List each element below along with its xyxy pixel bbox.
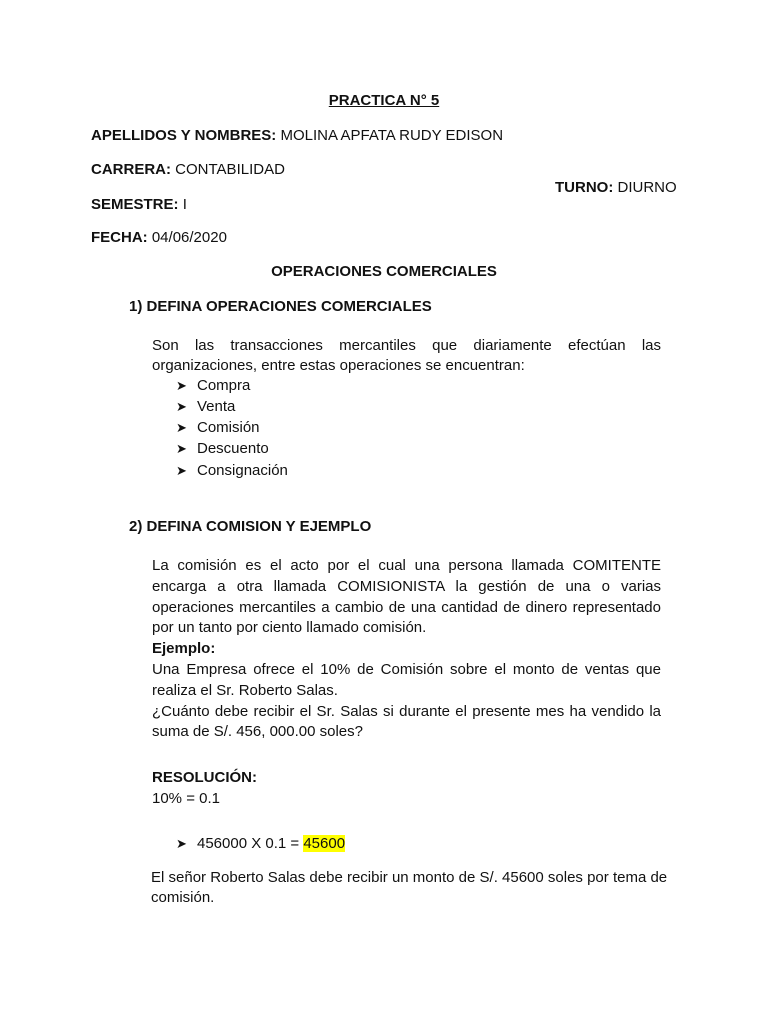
date-line xyxy=(91,228,227,248)
example-label: Ejemplo: xyxy=(152,640,216,658)
list-item: ➤ Descuento xyxy=(176,440,269,457)
semester-label: SEMESTRE: xyxy=(91,196,179,213)
resolution-label: RESOLUCIÓN: xyxy=(152,769,257,786)
career-value: CONTABILIDAD xyxy=(175,161,285,178)
semester-value: I xyxy=(182,196,187,213)
date-value: 04/06/2020 xyxy=(151,229,227,246)
shift-value: DIURNO xyxy=(617,179,677,196)
highlighted-result: 45600 xyxy=(303,835,346,852)
example-text-2: ¿Cuánto debe recibir el Sr. Salas si durante el presente mes ha vendido la suma de S/. 456, 000.00 soles? xyxy=(152,702,661,741)
calculation-line xyxy=(176,834,345,854)
resolution-rate: 10% = 0.1 xyxy=(152,790,220,807)
career-line xyxy=(91,160,285,180)
arrow-bullet-icon: ➤ xyxy=(176,463,187,478)
arrow-bullet-icon: ➤ xyxy=(176,399,187,414)
semester-line xyxy=(91,195,187,215)
list-item: ➤ Consignación xyxy=(176,462,288,479)
names-label: APELLIDOS Y NOMBRES: xyxy=(91,127,277,144)
arrow-bullet-icon: ➤ xyxy=(176,378,187,393)
shift-label: TURNO: xyxy=(555,179,614,196)
section-title: OPERACIONES COMERCIALES xyxy=(271,263,497,280)
question-1-heading: 1) DEFINA OPERACIONES COMERCIALES xyxy=(129,298,432,315)
list-item: ➤ Compra xyxy=(176,377,251,394)
question-2-heading: 2) DEFINA COMISION Y EJEMPLO xyxy=(129,518,372,535)
shift-line xyxy=(555,178,677,198)
calculation-text: 456000 X 0.1 = xyxy=(197,835,304,852)
list-item: ➤ Comisión xyxy=(176,419,260,436)
names-line xyxy=(91,126,503,146)
question-2-text: La comisión es el acto por el cual una persona llamada COMITENTE encarga a otra llamada COMISIONISTA la gestión de una o varias operaciones mercantiles a cambio de una cantidad de dinero representado por un tanto por ciento llamado comisión. Ejemplo: Una Empresa ofrece el 10% de Comisión sobre el monto de ventas que realiza el Sr. Roberto Salas. ¿Cuánto debe recibir el Sr. Salas si durante el presente mes ha vendido la suma de S/. 456, 000.00 soles? xyxy=(152,556,661,743)
arrow-bullet-icon: ➤ xyxy=(176,836,187,851)
names-value: MOLINA APFATA RUDY EDISON xyxy=(280,127,504,144)
date-label: FECHA: xyxy=(91,229,148,246)
arrow-bullet-icon: ➤ xyxy=(176,420,187,435)
arrow-bullet-icon: ➤ xyxy=(176,441,187,456)
list-item: ➤ Venta xyxy=(176,398,236,415)
career-label: CARRERA: xyxy=(91,161,171,178)
page-title: PRACTICA N° 5 xyxy=(328,92,440,109)
question-1-text: Son las transacciones mercantiles que diariamente efectúan las organizaciones, entre estas operaciones se encuentran: xyxy=(152,337,661,374)
conclusion-text: El señor Roberto Salas debe recibir un monto de S/. 45600 soles por tema de comisión. xyxy=(151,869,668,906)
example-text-1: Una Empresa ofrece el 10% de Comisión sobre el monto de ventas que realiza el Sr. Roberto Salas. xyxy=(152,660,661,699)
